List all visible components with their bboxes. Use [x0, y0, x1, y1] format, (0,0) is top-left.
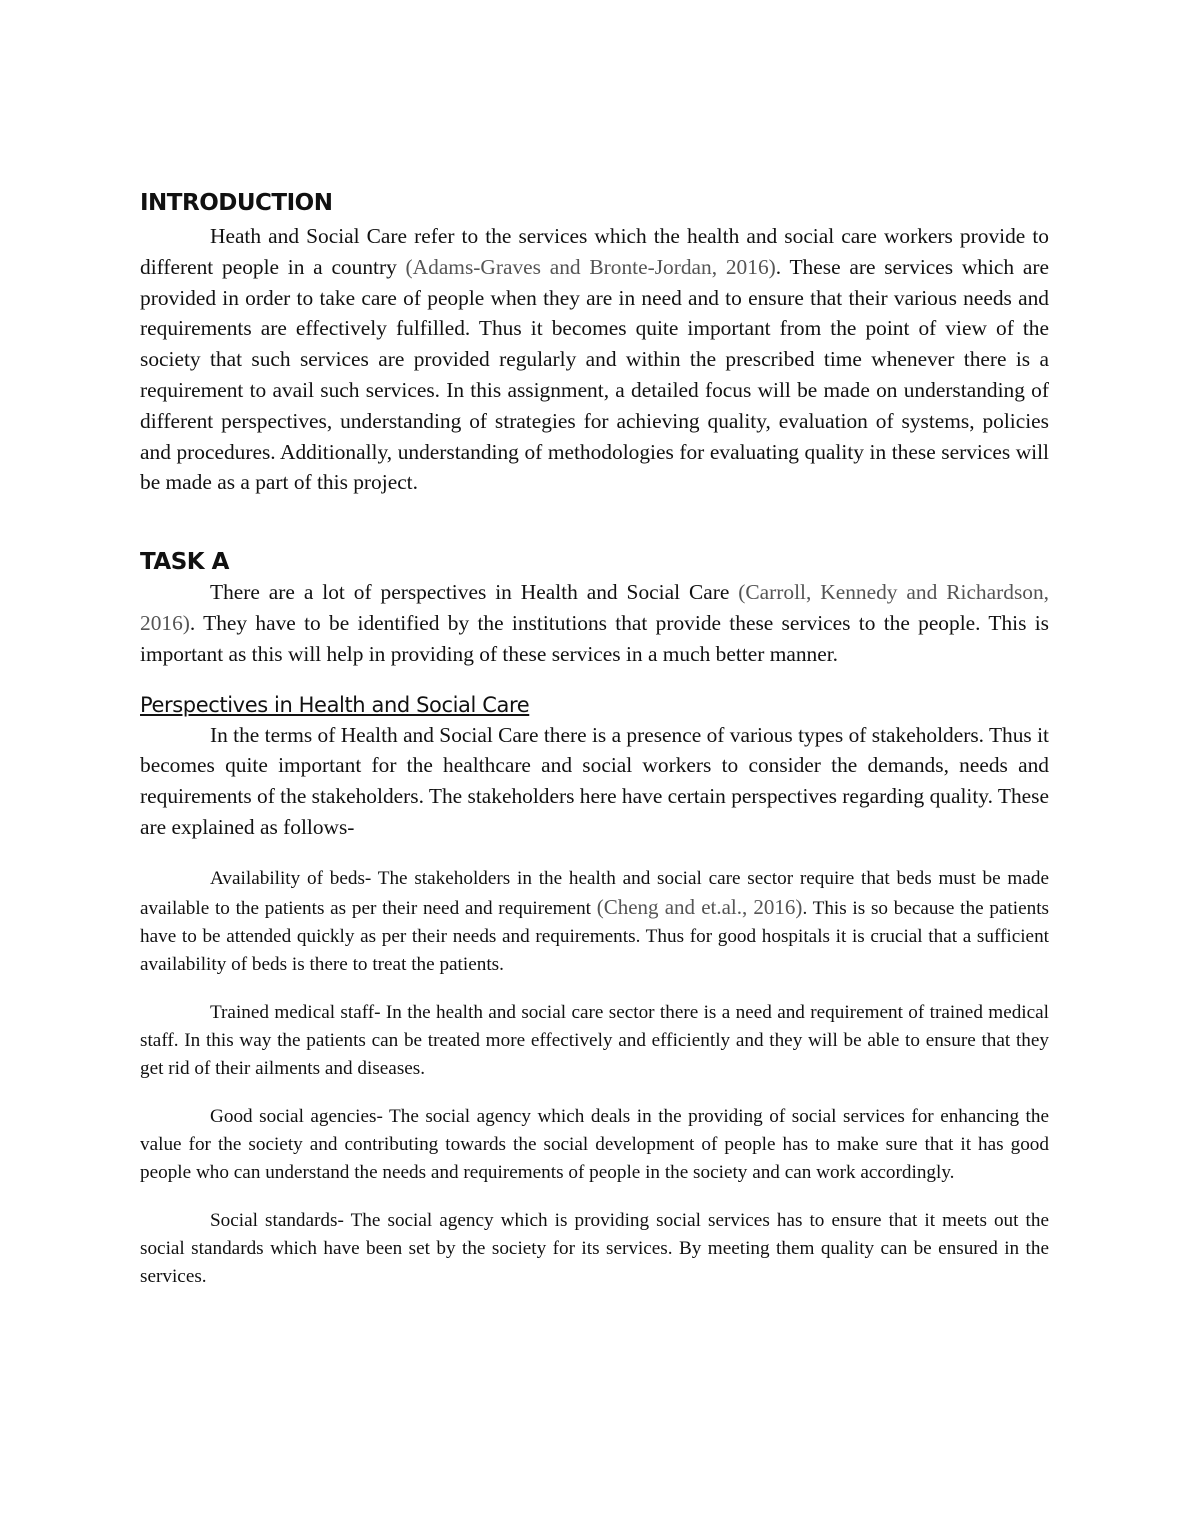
agencies-paragraph: Good social agencies- The social agency which deals in the providing of social services for enhancing the value for the society and contributing towards the social development of people has to make sure that it has good people who can understand the needs and requirements of people in the society and can work accordingly. — [140, 1105, 1049, 1183]
intro-text-start: Heath and Social Care refer to the services which the health and social care workers provide to different people in a country — [140, 224, 1049, 279]
task-a-heading: TASK A — [140, 549, 229, 576]
task-a-text-end: . They have to be identified by the institutions that provide these services to the people. This is important as this will help in providing of these services in a much better manner. — [140, 610, 1049, 666]
task-a-text-start: There are a lot of perspectives in Health and Social Care — [210, 580, 739, 605]
task-a-citation: (Carroll, Kennedy and Richardson, 2016) — [140, 580, 1050, 635]
introduction-paragraph — [140, 221, 1049, 498]
introduction-heading: INTRODUCTION — [140, 190, 333, 216]
beds-text-end: . This is so because the patients have to be attended quickly as per their needs and requirements. Thus for good hospitals it is crucial that a sufficient availability of beds is there to treat the patients. — [140, 897, 1049, 975]
standards-paragraph: Social standards- The social agency which is providing social services has to ensure that it meets out the social standards which have been set by the society for its services. By meeting them quality can be ensured in the services. — [140, 1209, 1049, 1287]
perspectives-intro-paragraph: In the terms of Health and Social Care there is a presence of various types of stakeholders. Thus it becomes quite important for the healthcare and social workers to consider the demands, needs and requirements of the stakeholders. The stakeholders here have certain perspectives regarding quality. These are explained as follows- — [140, 722, 1049, 839]
staff-paragraph: Trained medical staff- In the health and social care sector there is a need and requirement of trained medical staff. In this way the patients can be treated more effectively and efficiently and they will be able to ensure that they get rid of their ailments and diseases. — [140, 1001, 1049, 1079]
document-page — [140, 186, 1049, 1291]
intro-citation: (Adams-Graves and Bronte-Jordan, 2016) — [405, 254, 776, 279]
perspectives-heading: Perspectives in Health and Social Care — [140, 692, 530, 717]
beds-citation: (Cheng and et.al., 2016) — [596, 894, 803, 919]
beds-paragraph — [140, 865, 1049, 979]
task-a-paragraph — [140, 577, 1049, 669]
intro-text-end: . These are services which are provided in order to take care of people when they are in need and to ensure that their various needs and requirements are effectively fulfilled. Thus it becomes quite important from the point of view of the society that such services are provided regularly and within the prescribed time whenever there is a requirement to avail such services. In this assignment, a detailed focus will be made on understanding of different perspectives, understanding of strategies for achieving quality, evaluation of systems, policies and procedures. Additionally, understanding of methodologies for evaluating quality in these services will be made as a part of this project. — [140, 254, 1049, 495]
beds-text-start: Availability of beds- The stakeholders in the health and social care sector require that beds must be made available to the patients as per their need and requirement — [140, 867, 1049, 919]
